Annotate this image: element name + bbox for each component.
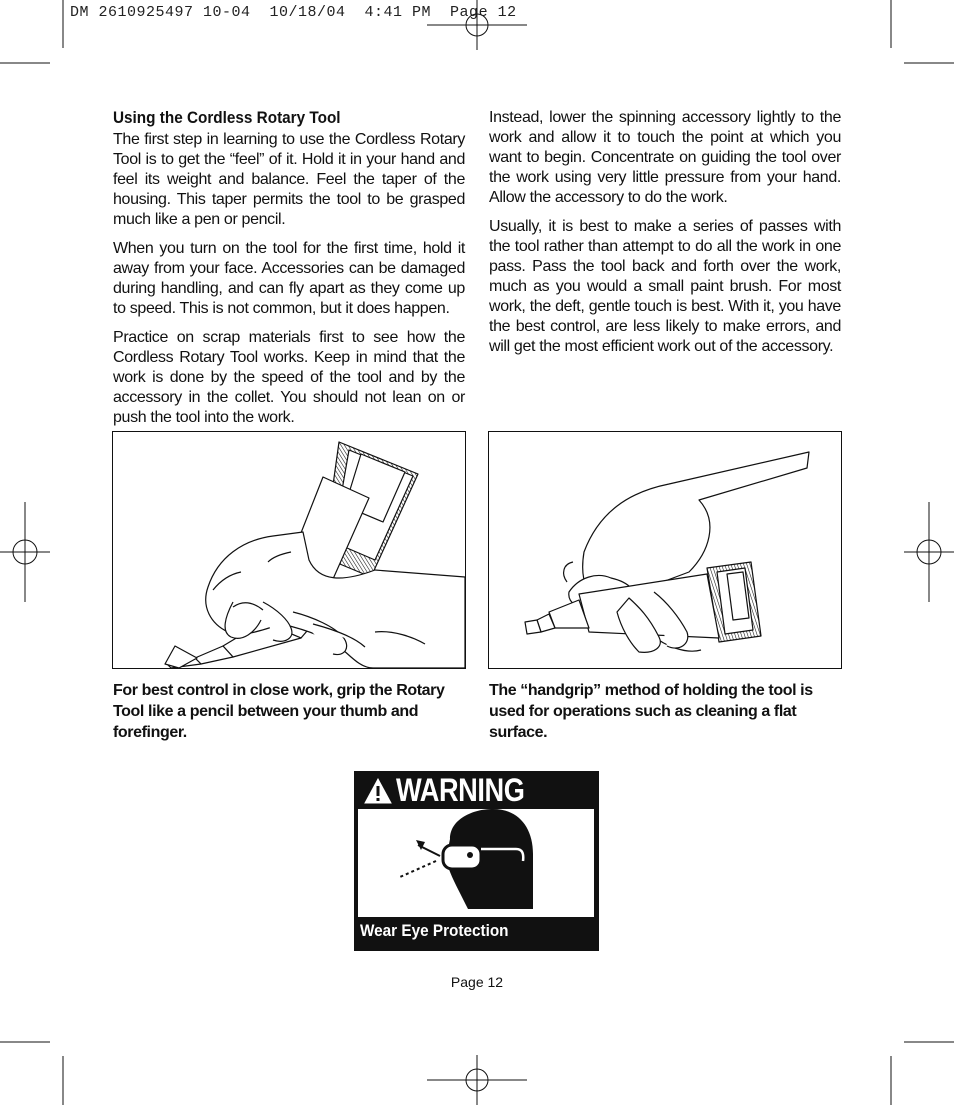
paragraph: Usually, it is best to make a series of passes with the tool rather than attempt to do all the work in one pass. Pass the tool back and forth over the work, much as you would a small paint brush. For most work, the deft, gentle touch is best. With it, you have the best control, are less likely to make errors, and will get the most efficient work out of the accessory.	[489, 218, 841, 355]
pencil-grip-illustration	[113, 432, 465, 668]
registration-mark-bottom	[427, 1055, 527, 1105]
left-column	[113, 108, 465, 437]
warning-label	[354, 771, 599, 951]
registration-mark-right	[904, 502, 954, 602]
right-column	[489, 108, 841, 366]
right-figure-caption: The “handgrip” method of holding the tool is used for operations such as cleaning a flat surface.	[489, 682, 813, 741]
paragraph: Practice on scrap materials first to see how the Cordless Rotary Tool works. Keep in mind that the work is done by the speed of the tool and by the accessory in the collet. You should not lean on or push the tool into the work.	[113, 329, 465, 426]
safety-goggles-head-icon	[358, 809, 594, 917]
warning-title: WARNING	[396, 772, 525, 808]
print-slug: DM 2610925497 10-04 10/18/04 4:41 PM Page 12	[70, 4, 517, 21]
left-figure-caption: For best control in close work, grip the Rotary Tool like a pencil between your thumb and forefinger.	[113, 682, 445, 741]
paragraph: When you turn on the tool for the first time, hold it away from your face. Accessories can be damaged during handling, and can fly apart as they come up to speed. This is not common, but it does happen.	[113, 240, 465, 317]
handgrip-figure	[488, 431, 842, 669]
pencil-grip-figure	[112, 431, 466, 669]
warning-caption: Wear Eye Protection	[360, 921, 509, 940]
page-number: Page 12	[450, 974, 504, 990]
paragraph: Instead, lower the spinning accessory lightly to the work and allow it to touch the point at which you want to begin. Concentrate on guiding the tool over the work using very little pressure from your hand. Allow the accessory to do the work.	[489, 109, 841, 206]
section-heading: Using the Cordless Rotary Tool	[113, 108, 341, 127]
warning-triangle-icon	[364, 778, 392, 804]
handgrip-illustration	[489, 432, 841, 668]
warning-pictogram-panel	[358, 809, 594, 917]
registration-mark-left	[0, 502, 50, 602]
paragraph: The first step in learning to use the Cordless Rotary Tool is to get the “feel” of it. Hold it in your hand and feel its weight and balance. Feel the taper of the housing. This taper permits the tool to be grasped much like a pen or pencil.	[113, 131, 465, 228]
